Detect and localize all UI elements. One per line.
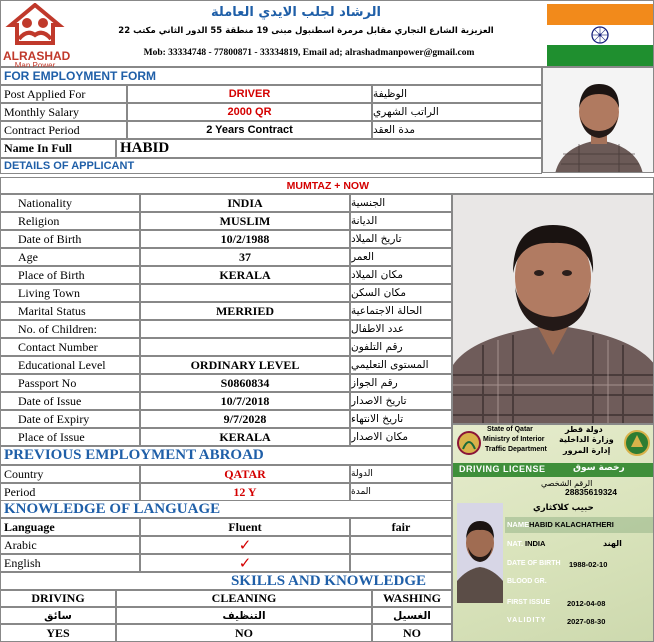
contract-value: 2 Years Contract <box>127 121 372 139</box>
post-label-ar: الوظيفة <box>372 85 542 103</box>
license-validity-label: VALIDITY <box>507 617 547 624</box>
ashoka-chakra-icon <box>591 26 609 44</box>
applicant-field-label-ar: تاريخ الاصدار <box>350 392 452 410</box>
applicant-field-label-ar: عدد الاطفال <box>350 320 452 338</box>
applicant-field-label-ar: رقم التلفون <box>350 338 452 356</box>
applicant-field-label: Date of Expiry <box>0 410 140 428</box>
applicant-section-title: DETAILS OF APPLICANT <box>0 158 542 174</box>
applicant-field-value: 37 <box>140 248 350 266</box>
applicant-field-value: INDIA <box>140 194 350 212</box>
fluent-header: Fluent <box>140 518 350 536</box>
applicant-field-value: MERRIED <box>140 302 350 320</box>
previous-section-title: PREVIOUS EMPLOYMENT ABROAD <box>0 446 452 465</box>
contract-label-ar: مدة العقد <box>372 121 542 139</box>
license-nat-value: INDIA <box>525 539 546 548</box>
salary-label-ar: الراتب الشهري <box>372 103 542 121</box>
arabic-fluent-check-icon: ✓ <box>140 536 350 554</box>
ministry-emblem-icon <box>623 427 651 459</box>
driving-license-card <box>452 424 654 642</box>
fair-header: fair <box>350 518 452 536</box>
license-issue-label: FIRST ISSUE <box>507 599 551 606</box>
agency-name: MUMTAZ + NOW <box>0 177 654 194</box>
salary-label: Monthly Salary <box>0 103 127 121</box>
country-value: QATAR <box>140 465 350 483</box>
language-header: Language <box>0 518 140 536</box>
applicant-field-label-ar: مكان السكن <box>350 284 452 302</box>
contract-label: Contract Period <box>0 121 127 139</box>
applicant-photo-large <box>452 194 654 424</box>
license-name-label: NAME <box>507 520 530 529</box>
period-label: Period <box>0 483 140 501</box>
license-blood-label: BLOOD GR. <box>507 578 547 585</box>
applicant-field-label: Educational Level <box>0 356 140 374</box>
applicant-field-label: Marital Status <box>0 302 140 320</box>
applicant-field-value: KERALA <box>140 266 350 284</box>
logo-name: ALRASHAD <box>3 49 71 63</box>
license-ministry: Ministry of Interior <box>483 436 545 443</box>
english-fair-cell <box>350 554 452 572</box>
employment-section-title: FOR EMPLOYMENT FORM <box>0 67 542 85</box>
license-ministry-ar: وزارة الداخلية <box>559 435 614 444</box>
logo-subtitle: Man Power <box>14 61 56 70</box>
license-department: Traffic Department <box>485 446 547 453</box>
skill-washing-ar: الغسيل <box>372 607 452 624</box>
qatar-emblem-icon <box>457 429 481 457</box>
applicant-field-label-ar: العمر <box>350 248 452 266</box>
applicant-field-label-ar: الجنسية <box>350 194 452 212</box>
skill-cleaning-value: NO <box>116 624 372 642</box>
applicant-field-label: Age <box>0 248 140 266</box>
country-label-ar: الدولة <box>350 465 452 483</box>
skill-driving-value: YES <box>0 624 116 642</box>
applicant-field-label-ar: المستوى التعليمي <box>350 356 452 374</box>
applicant-field-label: Living Town <box>0 284 140 302</box>
arabic-fair-cell <box>350 536 452 554</box>
license-id-value: 28835619324 <box>565 487 618 497</box>
applicant-field-label-ar: تاريخ الانتهاء <box>350 410 452 428</box>
salary-value: 2000 QR <box>127 103 372 121</box>
company-name-ar: الرشاد لجلب الايدي العاملة <box>211 5 381 20</box>
license-dob-label: DATE OF BIRTH <box>507 560 561 567</box>
name-value: HABID <box>116 139 542 158</box>
applicant-field-label: Passport No <box>0 374 140 392</box>
company-contact: Mob: 33334748 - 77800871 - 33334819, Email ad; alrashadmanpower@gmail.com <box>143 48 475 58</box>
company-address-ar: العزيزية الشارع التجاري مقابل مرمرة اسطنبول مبنى 19 منطقة 55 الدور الثاني مكتب 22 <box>118 26 494 36</box>
language-name-arabic: Arabic <box>0 536 140 554</box>
skill-washing-value: NO <box>372 624 452 642</box>
license-state: State of Qatar <box>487 426 533 433</box>
skill-cleaning-header: CLEANING <box>116 590 372 607</box>
license-validity-value: 2027-08-30 <box>567 617 606 626</box>
applicant-field-label: Nationality <box>0 194 140 212</box>
name-label: Name In Full <box>0 139 116 158</box>
applicant-field-value <box>140 338 350 356</box>
applicant-field-label: Contact Number <box>0 338 140 356</box>
post-label: Post Applied For <box>0 85 127 103</box>
period-label-ar: المدة <box>350 483 452 501</box>
applicant-field-value: ORDINARY LEVEL <box>140 356 350 374</box>
country-label: Country <box>0 465 140 483</box>
skill-driving-ar: سائق <box>0 607 116 624</box>
applicant-field-label: Place of Birth <box>0 266 140 284</box>
period-value: 12 Y <box>140 483 350 501</box>
license-photo <box>457 503 503 603</box>
license-id-label: الرقم الشخصي <box>541 479 593 488</box>
license-state-ar: دولة قطر <box>565 425 603 434</box>
applicant-field-label: No. of Children: <box>0 320 140 338</box>
applicant-field-label-ar: رقم الجواز <box>350 374 452 392</box>
license-name-ar: حبيب كلاكثاري <box>533 503 594 513</box>
applicant-field-value: 10/2/1988 <box>140 230 350 248</box>
applicant-photo-small <box>542 67 654 173</box>
applicant-field-value <box>140 284 350 302</box>
handshake-people-icon <box>3 3 67 47</box>
applicant-field-value: KERALA <box>140 428 350 446</box>
license-name-value: HABID KALACHATHERI <box>529 520 614 529</box>
applicant-field-label-ar: تاريخ الميلاد <box>350 230 452 248</box>
license-dob-value: 1988-02-10 <box>569 560 608 569</box>
license-department-ar: إدارة المرور <box>563 446 611 455</box>
applicant-field-value <box>140 320 350 338</box>
applicant-field-label: Date of Issue <box>0 392 140 410</box>
applicant-field-label-ar: الديانة <box>350 212 452 230</box>
applicant-field-label-ar: مكان الاصدار <box>350 428 452 446</box>
applicant-field-label-ar: الحالة الاجتماعية <box>350 302 452 320</box>
applicant-field-label-ar: مكان الميلاد <box>350 266 452 284</box>
skill-washing-header: WASHING <box>372 590 452 607</box>
license-title: DRIVING LICENSE <box>459 464 546 474</box>
company-logo <box>3 3 71 70</box>
language-name-english: English <box>0 554 140 572</box>
skills-section-title: SKILLS AND KNOWLEDGE <box>0 572 452 590</box>
applicant-field-value: S0860834 <box>140 374 350 392</box>
post-value: DRIVER <box>127 85 372 103</box>
license-nat-label: NAT. <box>507 539 524 548</box>
header <box>0 0 654 70</box>
language-section-title: KNOWLEDGE OF LANGUAGE <box>0 500 452 518</box>
applicant-field-label: Date of Birth <box>0 230 140 248</box>
applicant-field-label: Religion <box>0 212 140 230</box>
applicant-field-value: 9/7/2028 <box>140 410 350 428</box>
applicant-field-value: MUSLIM <box>140 212 350 230</box>
applicant-field-value: 10/7/2018 <box>140 392 350 410</box>
applicant-field-label: Place of Issue <box>0 428 140 446</box>
english-fluent-check-icon: ✓ <box>140 554 350 572</box>
skill-driving-header: DRIVING <box>0 590 116 607</box>
license-nat-ar: الهند <box>603 539 622 548</box>
license-title-ar: رخصة سوق <box>573 463 625 473</box>
skill-cleaning-ar: التنظيف <box>116 607 372 624</box>
india-flag <box>547 4 653 66</box>
license-issue-value: 2012-04-08 <box>567 599 606 608</box>
